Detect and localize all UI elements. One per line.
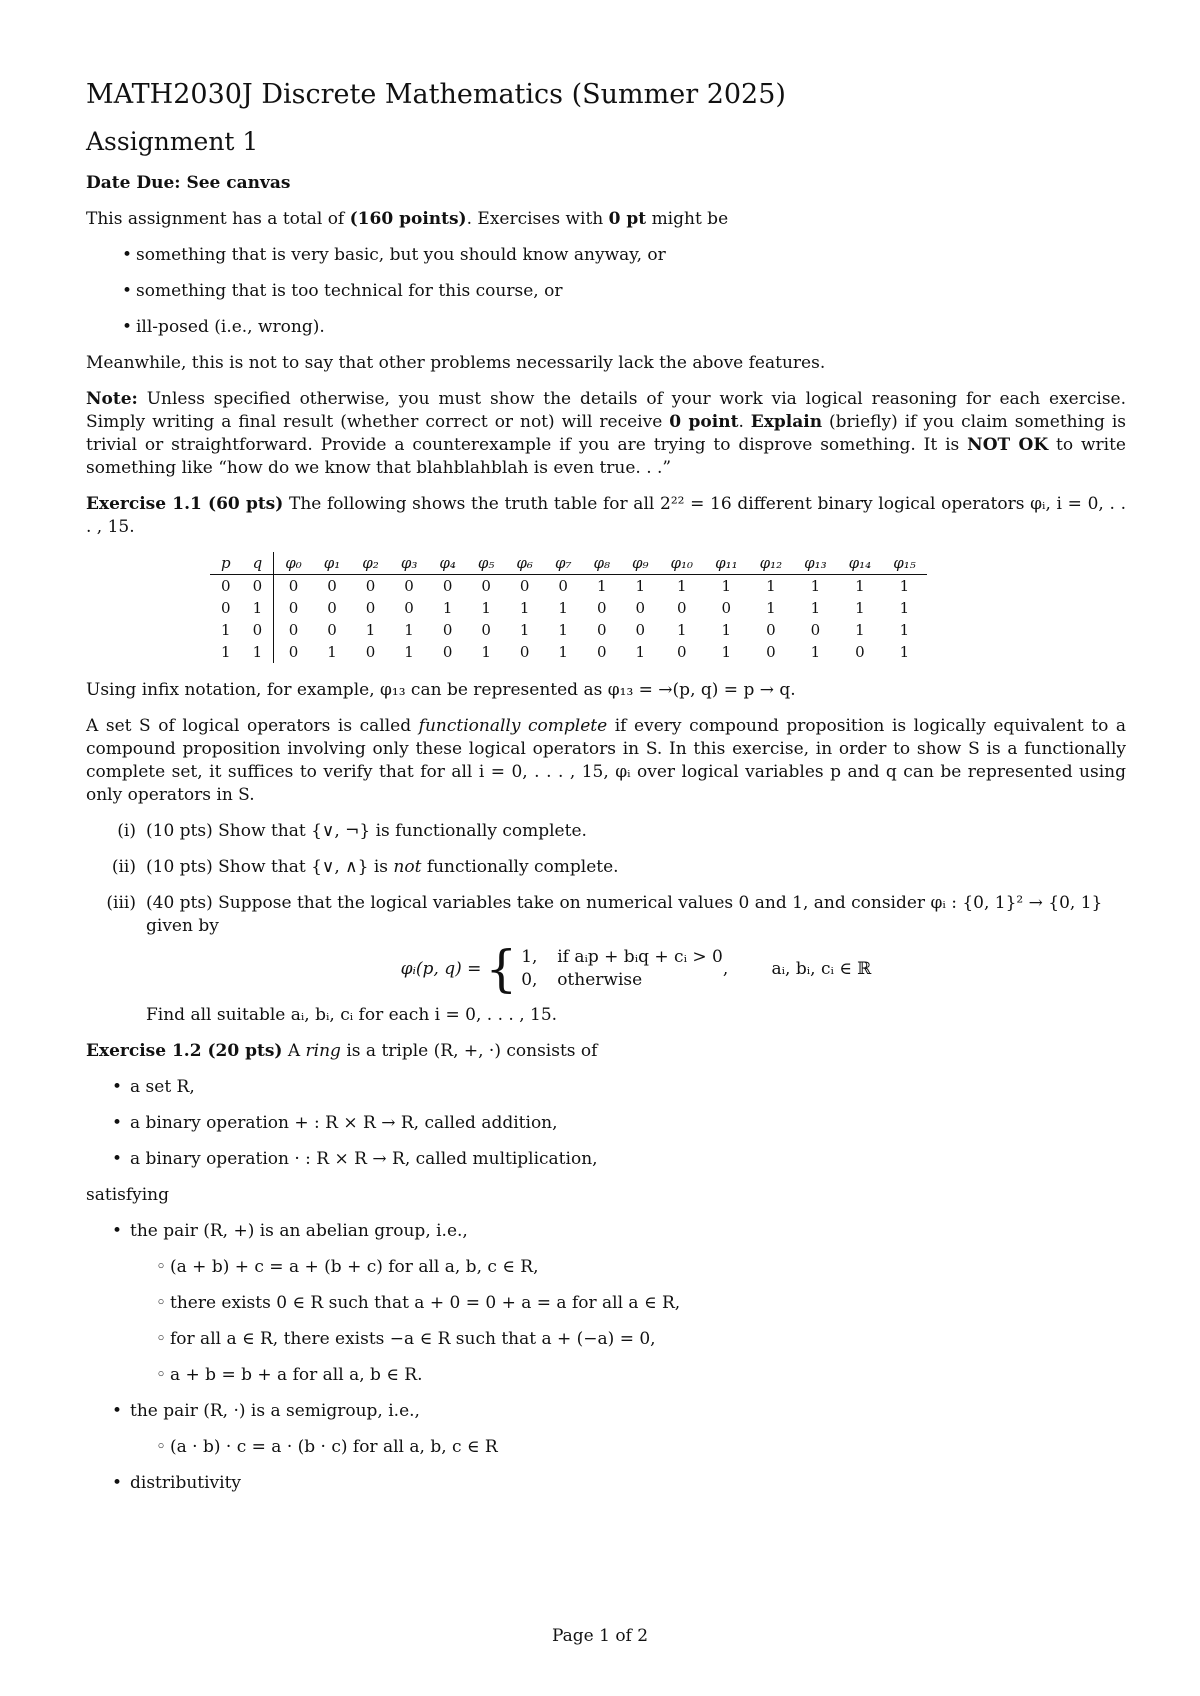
truth-table-cell: 1: [721, 621, 732, 639]
ring-components: [86, 1076, 1126, 1171]
truth-table-cell: 1: [596, 577, 607, 595]
formula-rhs: , aᵢ, bᵢ, cᵢ ∈ ℝ: [722, 958, 872, 979]
truth-table-header-cell: φ₈: [582, 552, 621, 575]
truth-table-cell: 1: [221, 643, 231, 661]
part-points: (10 pts): [146, 821, 213, 841]
table-row: [210, 641, 927, 663]
truth-table-cell: 1: [242, 597, 274, 619]
truth-table-cell: 0: [596, 643, 607, 661]
fc-post: if every compound proposition is logically equivalent to a compound proposition involving only these logical operators in S. In this exercise, in order to show S is a functionally complete set, it suffices to verify that for all i = 0, . . . , 15, φᵢ over logical variables p and q can be represented using only operators in S.: [86, 716, 1127, 805]
case-2-value: 0,: [521, 970, 538, 990]
truth-table-cell: 1: [899, 577, 910, 595]
formula-cases: [521, 946, 723, 992]
course-title: MATH2030J Discrete Mathematics (Summer 2025): [86, 79, 786, 110]
list-item: • a binary operation + : R × R → R, called addition,: [86, 1112, 1126, 1135]
fc-pre: A set S of logical operators is called: [86, 716, 412, 736]
zero-pt: 0 pt: [608, 209, 647, 229]
truth-table-cell: 1: [855, 577, 865, 595]
truth-table-cell: 0: [677, 599, 687, 617]
truth-table-cell: 0: [327, 577, 337, 595]
sub-list-item: ◦ (a · b) · c = a · (b · c) for all a, b, c ∈ R: [130, 1436, 1126, 1459]
part-emphasis: not: [393, 857, 422, 877]
truth-table-header-cell: φ₃: [390, 552, 429, 575]
truth-table-header-cell: φ₀: [274, 552, 313, 575]
case-2-condition: otherwise: [557, 970, 643, 990]
table-row: [210, 619, 927, 641]
truth-table-cell: 1: [635, 643, 646, 661]
truth-table-cell: 1: [677, 577, 687, 595]
part-item: [86, 892, 1126, 1027]
semigroup-text: the pair (R, ·) is a semigroup, i.e.,: [130, 1401, 420, 1421]
abelian-group-text: the pair (R, +) is an abelian group, i.e.,: [130, 1221, 468, 1241]
truth-table-cell: 1: [481, 599, 491, 617]
part-points: (40 pts): [146, 893, 213, 913]
truth-table-cell: 1: [899, 643, 910, 661]
truth-table-cell: 0: [481, 577, 491, 595]
truth-table-header-cell: φ₇: [544, 552, 583, 575]
truth-table-cell: 0: [288, 599, 299, 617]
truth-table-header-cell: φ₁₄: [838, 552, 883, 575]
part-number: (ii): [111, 857, 136, 877]
truth-table-cell: 1: [810, 599, 821, 617]
truth-table-cell: 0: [404, 577, 414, 595]
truth-table-cell: 0: [221, 599, 231, 617]
truth-table-cell: 1: [810, 577, 821, 595]
abelian-group-axioms: [130, 1256, 1126, 1387]
truth-table-cell: 0: [766, 643, 776, 661]
not-ok: NOT OK: [967, 435, 1049, 455]
truth-table-cell: 1: [635, 577, 646, 595]
part-text: Show that {∨, ¬} is functionally complete.: [218, 821, 587, 841]
part-text: Show that {∨, ∧} is: [218, 857, 388, 877]
truth-table-cell: 1: [327, 643, 337, 661]
truth-table-cell: 1: [721, 643, 732, 661]
sub-list-item: ◦ for all a ∈ R, there exists −a ∈ R such that a + (−a) = 0,: [130, 1328, 1126, 1351]
truth-table-cell: 0: [677, 643, 687, 661]
truth-table-cell: 1: [677, 621, 687, 639]
exercise-1-1-parts: [86, 820, 1126, 1027]
ring-term: ring: [305, 1041, 341, 1061]
truth-table-header-cell: φ₂: [351, 552, 390, 575]
truth-table-header: [210, 552, 927, 575]
document-page: [86, 78, 1126, 1508]
list-item: [86, 1220, 1126, 1387]
truth-table-cell: 1: [242, 641, 274, 663]
truth-table-cell: 0: [596, 621, 607, 639]
truth-table-cell: 1: [766, 599, 776, 617]
truth-table-cell: 1: [404, 621, 414, 639]
ring-post: is a triple (R, +, ·) consists of: [346, 1041, 598, 1061]
truth-table-cell: 1: [404, 643, 414, 661]
exercise-1-1-title: Exercise 1.1 (60 pts): [86, 494, 284, 514]
zero-pt-list: [86, 244, 1126, 339]
part-text: Suppose that the logical variables take on numerical values 0 and 1, and consider φᵢ : {0, 1}² → {0, 1} given by: [146, 893, 1103, 936]
truth-table-cell: 0: [365, 577, 376, 595]
note-label: Note:: [86, 389, 138, 409]
note-text-1: Unless specified otherwise, you must show the details of your work via logical reasoning for each exercise. Simply writing a final result (whether correct or not) will receive: [86, 389, 1127, 432]
meanwhile-paragraph: Meanwhile, this is not to say that other problems necessarily lack the above features.: [86, 353, 826, 373]
left-brace: {: [485, 940, 518, 998]
case-1: [521, 946, 723, 969]
truth-table-cell: 1: [558, 599, 568, 617]
exercise-1-1: [86, 493, 1126, 539]
truth-table-cell: 0: [855, 643, 865, 661]
truth-table-cell: 0: [635, 621, 646, 639]
truth-table-cell: 0: [404, 599, 414, 617]
case-1-value: 1,: [521, 947, 538, 967]
truth-table-cell: 0: [288, 621, 299, 639]
ring-pre: A: [287, 1041, 301, 1061]
truth-table-cell: 0: [558, 577, 568, 595]
truth-table-cell: 0: [635, 599, 646, 617]
truth-table-cell: 1: [855, 621, 865, 639]
satisfying-label: satisfying: [86, 1185, 170, 1205]
total-points: (160 points): [349, 209, 467, 229]
truth-table-cell: 0: [365, 643, 376, 661]
truth-table: [210, 552, 927, 663]
case-2: [521, 969, 723, 992]
list-item: • ill-posed (i.e., wrong).: [86, 316, 1126, 339]
truth-table-cell: 0: [442, 621, 453, 639]
truth-table-cell: 0: [288, 643, 299, 661]
truth-table-cell: 0: [365, 599, 376, 617]
truth-table-cell: 1: [899, 621, 910, 639]
intro-pre: This assignment has a total of: [86, 209, 345, 229]
list-item: • a set R,: [86, 1076, 1126, 1099]
part-number: (iii): [106, 893, 136, 913]
truth-table-cell: 0: [327, 599, 337, 617]
truth-table-cell: 0: [766, 621, 776, 639]
truth-table-cell: 0: [442, 577, 453, 595]
truth-table-cell: 0: [288, 577, 299, 595]
fc-term: functionally complete: [418, 716, 608, 736]
list-item: • something that is too technical for this course, or: [86, 280, 1126, 303]
truth-table-header-cell: φ₁: [313, 552, 352, 575]
truth-table-header-cell: φ₅: [467, 552, 506, 575]
list-item: [86, 1400, 1126, 1459]
note-paragraph: Note: Unless specified otherwise, you must show the details of your work via logical reasoning for each exercise. Simply writing a final result (whether correct or not) will receive 0 point. Explain (briefly) if you claim something is trivial or straightforward. Provide a counterexample if you are trying to disprove something. It is NOT OK to write something like “how do we know that blahblahblah is even true. . .”: [86, 389, 1127, 478]
truth-table-cell: 1: [481, 643, 491, 661]
page-footer: Page 1 of 2: [551, 1626, 649, 1646]
due-date: [86, 172, 1126, 195]
truth-table-header-cell: φ₄: [428, 552, 467, 575]
truth-table-cell: 0: [519, 577, 530, 595]
truth-table-cell: 1: [519, 599, 530, 617]
truth-table-header-cell: φ₁₀: [660, 552, 705, 575]
truth-table-cell: 0: [481, 621, 491, 639]
list-item: • a binary operation · : R × R → R, called multiplication,: [86, 1148, 1126, 1171]
sub-list-item: ◦ (a + b) + c = a + (b + c) for all a, b, c ∈ R,: [130, 1256, 1126, 1279]
truth-table-header-cell: p: [210, 552, 242, 575]
ring-axioms: [86, 1220, 1126, 1495]
case-1-condition: if aᵢp + bᵢq + cᵢ > 0: [557, 947, 723, 967]
part-points: (10 pts): [146, 857, 213, 877]
truth-table-header-cell: φ₁₃: [793, 552, 838, 575]
infix-paragraph: Using infix notation, for example, φ₁₃ can be represented as φ₁₃ = →(p, q) = p → q.: [86, 680, 796, 700]
due-label: Date Due:: [86, 173, 181, 193]
functional-completeness-paragraph: [86, 715, 1126, 807]
part-item: [86, 820, 1126, 843]
part-text-post: functionally complete.: [426, 857, 619, 877]
assignment-title: Assignment 1: [86, 127, 259, 156]
truth-table-body: [210, 575, 927, 664]
truth-table-cell: 1: [365, 621, 376, 639]
truth-table-cell: 1: [221, 621, 231, 639]
truth-table-header-cell: φ₁₁: [704, 552, 749, 575]
truth-table-cell: 1: [442, 599, 453, 617]
truth-table-cell: 0: [596, 599, 607, 617]
find-instruction: Find all suitable aᵢ, bᵢ, cᵢ for each i = 0, . . . , 15.: [146, 1005, 558, 1025]
exercise-1-1-text: The following shows the truth table for all 2²² = 16 different binary logical operators φᵢ, i = 0, . . . , 15.: [86, 494, 1126, 537]
piecewise-formula: [146, 940, 1126, 998]
truth-table-cell: 1: [519, 621, 530, 639]
truth-table-cell: 0: [810, 621, 821, 639]
truth-table-cell: 0: [327, 621, 337, 639]
intro-post: might be: [651, 209, 729, 229]
truth-table-cell: 0: [442, 643, 453, 661]
list-item: • distributivity: [86, 1472, 1126, 1495]
part-item: [86, 856, 1126, 879]
note-text-2: (briefly) if you claim something is trivial or straightforward. Provide a counterexample if you are trying to disprove something. It is: [86, 412, 1127, 455]
truth-table-cell: 0: [242, 619, 274, 641]
table-row: [210, 597, 927, 619]
truth-table-header-cell: φ₆: [505, 552, 544, 575]
semigroup-axioms: [130, 1436, 1126, 1459]
part-number: (i): [117, 821, 136, 841]
sub-list-item: ◦ there exists 0 ∈ R such that a + 0 = 0 + a = a for all a ∈ R,: [130, 1292, 1126, 1315]
zero-point: 0 point: [669, 412, 739, 432]
truth-table-cell: 1: [558, 643, 568, 661]
truth-table-cell: 1: [810, 643, 821, 661]
truth-table-cell: 1: [855, 599, 865, 617]
intro-paragraph: [86, 208, 1126, 231]
exercise-1-2-title: Exercise 1.2 (20 pts): [86, 1041, 283, 1061]
truth-table-header-cell: q: [242, 552, 274, 575]
table-row: [210, 575, 927, 598]
intro-mid: . Exercises with: [466, 209, 604, 229]
truth-table-header-cell: φ₉: [621, 552, 660, 575]
due-value: See canvas: [186, 173, 291, 193]
truth-table-header-cell: φ₁₅: [882, 552, 927, 575]
truth-table-cell: 1: [899, 599, 910, 617]
note-text-3: to write something like “how do we know that blahblahblah is even true. . .”: [86, 435, 1126, 478]
truth-table-header-cell: φ₁₂: [749, 552, 794, 575]
truth-table-cell: 0: [519, 643, 530, 661]
exercise-1-2: [86, 1040, 1126, 1063]
truth-table-cell: 0: [721, 599, 732, 617]
truth-table-cell: 1: [766, 577, 776, 595]
truth-table-cell: 1: [721, 577, 732, 595]
truth-table-cell: 1: [558, 621, 568, 639]
explain-word: Explain: [750, 412, 823, 432]
list-item: • something that is very basic, but you should know anyway, or: [86, 244, 1126, 267]
sub-list-item: ◦ a + b = b + a for all a, b ∈ R.: [130, 1364, 1126, 1387]
truth-table-cell: 0: [242, 575, 274, 598]
truth-table-cell: 0: [221, 577, 231, 595]
formula-lhs: φᵢ(p, q) =: [400, 958, 482, 979]
